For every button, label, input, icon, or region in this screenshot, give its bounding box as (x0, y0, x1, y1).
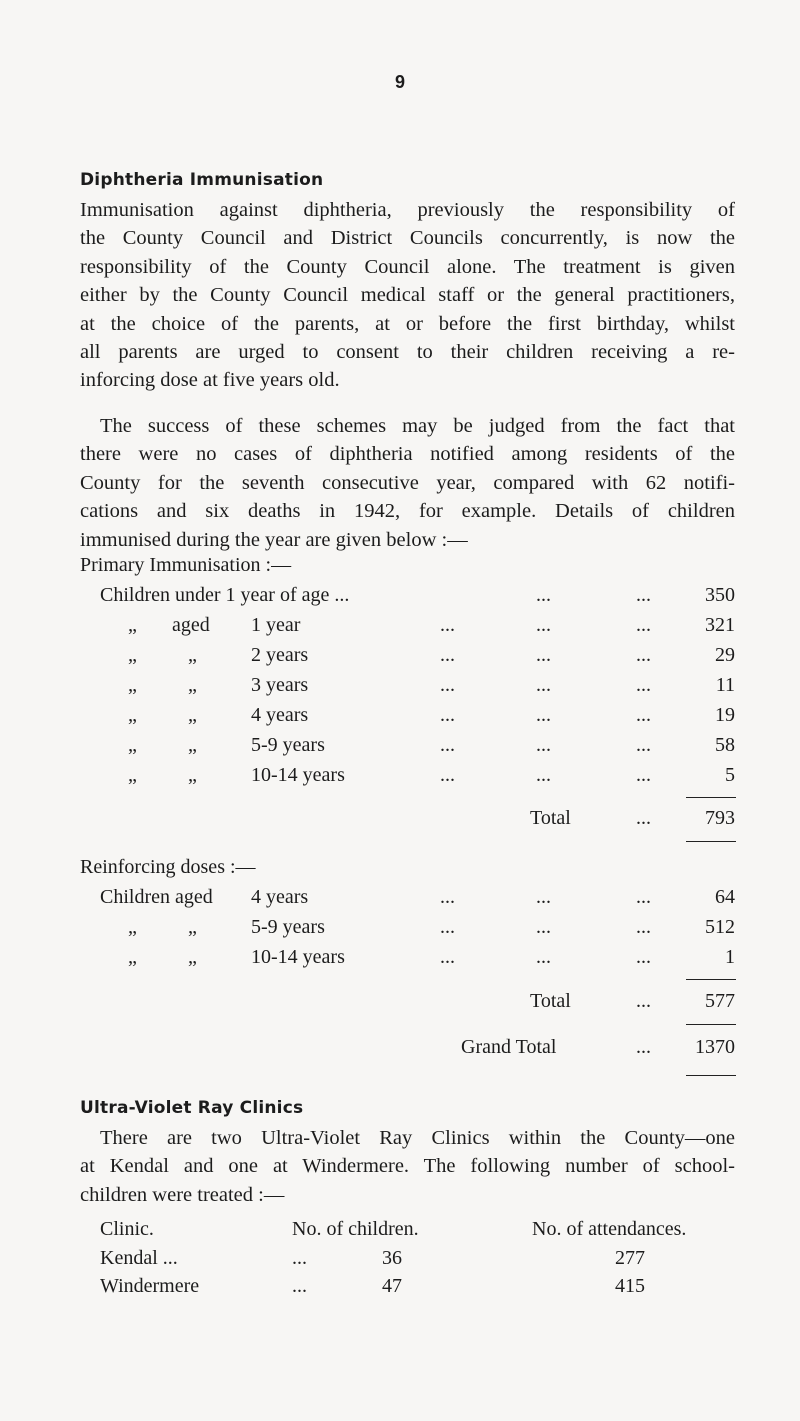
ditto-mark: „ (188, 734, 197, 756)
row-age: 2 years (251, 644, 309, 666)
ditto-mark: „ (128, 704, 137, 726)
leader-dots: ... (636, 704, 651, 726)
reinforcing-doses-label (80, 856, 735, 882)
table-row (80, 764, 735, 790)
leader-dots: ... (536, 916, 551, 938)
row-value: 29 (715, 644, 735, 666)
total-rule (686, 1075, 736, 1076)
text-line: immunised during the year are given below :— (80, 528, 468, 551)
grand-total-value: 1370 (695, 1036, 735, 1058)
leader-dots: ... (440, 886, 455, 908)
leader-dots: ... (440, 946, 455, 968)
leader-dots: ... (636, 916, 651, 938)
table-row (80, 916, 735, 942)
ditto-mark: „ (188, 644, 197, 666)
text-line: there were no cases of diphtheria notified among residents of the (80, 443, 735, 466)
ditto-mark: „ (188, 674, 197, 696)
column-header-children: No. of children. (292, 1218, 419, 1240)
leader-dots: ... (536, 764, 551, 786)
uv-table-header (100, 1218, 740, 1244)
leader-dots: ... (536, 734, 551, 756)
text-line: Immunisation against diphtheria, previously the responsibility of (80, 199, 735, 221)
primary-total-row (80, 807, 735, 833)
row-value: 512 (705, 916, 735, 938)
table-row (80, 704, 735, 730)
row-age: 4 years (251, 886, 309, 908)
leader-dots: ... (636, 946, 651, 968)
leader-dots: ... (536, 886, 551, 908)
row-age: 5-9 years (251, 916, 325, 938)
table-row (80, 946, 735, 972)
children-count: 36 (382, 1247, 402, 1269)
row-label: aged (172, 614, 210, 636)
row-age: 10-14 years (251, 946, 345, 968)
row-value: 350 (705, 584, 735, 606)
ditto-mark: „ (128, 734, 137, 756)
leader-dots: ... (536, 584, 551, 606)
leader-dots: ... (440, 764, 455, 786)
leader-dots: ... (636, 614, 651, 636)
ditto-mark: „ (128, 644, 137, 666)
page-number: 9 (394, 72, 405, 92)
table-row (80, 614, 735, 640)
table-row (80, 674, 735, 700)
reinforcing-total-row (80, 990, 735, 1016)
leader-dots: ... (292, 1275, 307, 1297)
total-value: 793 (705, 807, 735, 829)
leader-dots: ... (440, 734, 455, 756)
text-line: at Kendal and one at Windermere. The following number of school- (80, 1155, 735, 1178)
leader-dots: ... (636, 584, 651, 606)
total-rule (686, 797, 736, 798)
leader-dots: ... (536, 674, 551, 696)
column-header-clinic: Clinic. (100, 1218, 154, 1240)
text-line: at the choice of the parents, at or before the first birthday, whilst (80, 312, 735, 335)
row-age: 4 years (251, 704, 309, 726)
leader-dots: ... (636, 886, 651, 908)
ditto-mark: „ (188, 946, 197, 968)
total-rule (686, 979, 736, 980)
text-line: either by the County Council medical staff or the general practitioners, (80, 284, 735, 307)
text-line: the County Council and District Councils concurrently, is now the (80, 227, 735, 250)
uv-clinics-heading: Ultra-Violet Ray Clinics (80, 1098, 304, 1118)
total-label: Total (530, 807, 571, 829)
total-rule (686, 841, 736, 842)
uv-table-row (100, 1275, 740, 1301)
table-row (80, 734, 735, 760)
attendance-count: 277 (615, 1247, 645, 1269)
ditto-mark: „ (128, 614, 137, 636)
text-line: all parents are urged to consent to their children receiving a re- (80, 340, 735, 363)
leader-dots: ... (636, 734, 651, 756)
leader-dots: ... (636, 644, 651, 666)
ditto-mark: „ (128, 916, 137, 938)
text-line: cations and six deaths in 1942, for example. Details of children (80, 500, 735, 523)
row-value: 64 (715, 886, 735, 908)
ditto-mark: „ (188, 704, 197, 726)
column-header-attendances: No. of attendances. (532, 1218, 687, 1240)
row-value: 1 (725, 946, 735, 968)
row-value: 11 (715, 674, 735, 696)
leader-dots: ... (440, 674, 455, 696)
ditto-mark: „ (128, 946, 137, 968)
row-value: 5 (725, 764, 735, 786)
clinic-name: Kendal ... (100, 1247, 178, 1269)
table-row (80, 644, 735, 670)
grand-total-row (80, 1036, 735, 1062)
row-age: 10-14 years (251, 764, 345, 786)
leader-dots: ... (536, 946, 551, 968)
section-label: Reinforcing doses :— (80, 856, 256, 878)
total-rule (686, 1024, 736, 1025)
diphtheria-paragraph-2 (80, 412, 735, 554)
ditto-mark: „ (128, 674, 137, 696)
diphtheria-paragraph-1 (80, 196, 735, 395)
ditto-mark: „ (188, 916, 197, 938)
row-label: Children aged (100, 886, 213, 908)
row-value: 19 (715, 704, 735, 726)
leader-dots: ... (440, 916, 455, 938)
text-line: children were treated :— (80, 1183, 285, 1206)
diphtheria-heading: Diphtheria Immunisation (80, 170, 324, 190)
ditto-mark: „ (128, 764, 137, 786)
clinic-name: Windermere (100, 1275, 200, 1297)
total-value: 577 (705, 990, 735, 1012)
leader-dots: ... (636, 807, 651, 829)
leader-dots: ... (292, 1247, 307, 1269)
row-age: 1 year (251, 614, 301, 636)
text-line: responsibility of the County Council alone. The treatment is given (80, 255, 735, 278)
table-row (80, 886, 735, 912)
text-line: The success of these schemes may be judged from the fact that (100, 415, 735, 437)
leader-dots: ... (636, 1036, 651, 1058)
row-value: 58 (715, 734, 735, 756)
row-age: 5-9 years (251, 734, 325, 756)
text-line: inforcing dose at five years old. (80, 369, 340, 392)
leader-dots: ... (440, 644, 455, 666)
leader-dots: ... (440, 614, 455, 636)
primary-immunisation-label (80, 554, 735, 580)
leader-dots: ... (536, 704, 551, 726)
grand-total-label: Grand Total (461, 1036, 557, 1058)
section-label: Primary Immunisation :— (80, 554, 292, 576)
text-line: County for the seventh consecutive year, compared with 62 notifi- (80, 471, 735, 494)
leader-dots: ... (636, 764, 651, 786)
leader-dots: ... (536, 644, 551, 666)
row-label: Children under 1 year of age ... (100, 584, 350, 606)
leader-dots: ... (636, 674, 651, 696)
table-row (80, 584, 735, 610)
attendance-count: 415 (615, 1275, 645, 1297)
total-label: Total (530, 990, 571, 1012)
children-count: 47 (382, 1275, 402, 1297)
uv-paragraph (80, 1124, 735, 1209)
leader-dots: ... (440, 704, 455, 726)
uv-table-row (100, 1247, 740, 1273)
text-line: There are two Ultra-Violet Ray Clinics within the County—one (100, 1127, 735, 1149)
row-age: 3 years (251, 674, 309, 696)
leader-dots: ... (636, 990, 651, 1012)
leader-dots: ... (536, 614, 551, 636)
ditto-mark: „ (188, 764, 197, 786)
row-value: 321 (705, 614, 735, 636)
